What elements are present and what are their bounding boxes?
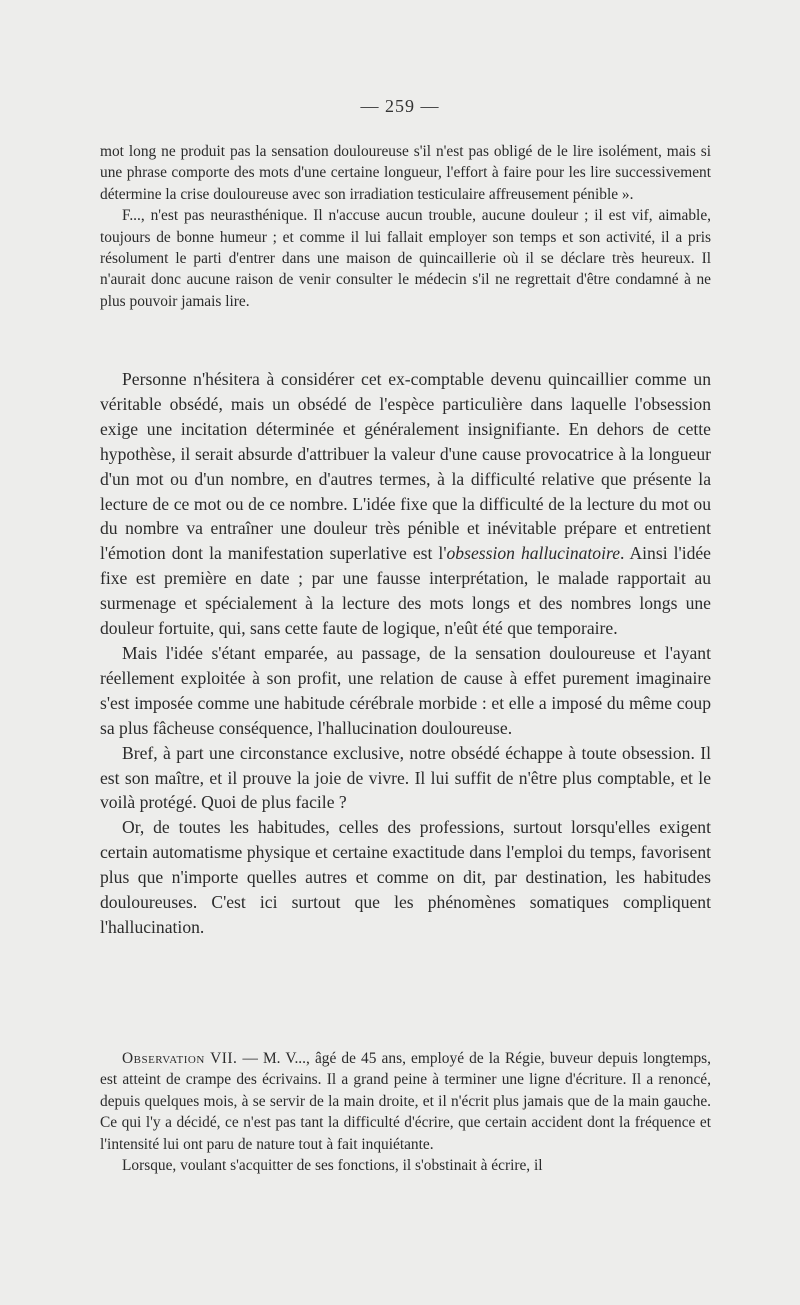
paragraph-text: . Ainsi l'idée fixe est première en date ; par une fausse interprétation, le malade rapportait au surmenage et spécialement à la lecture des mots longs et des nombres longs une douleur fortuite, qui, sans cette faute de logique, n'eût été que temporaire. xyxy=(100,543,711,639)
italic-term: obsession hallucinatoire xyxy=(446,543,620,564)
paragraph: Bref, à part une circonstance exclusive, notre obsédé échappe à toute obsession. Il est son maître, et il prouve la joie de vivre. Il lui suffit de n'être plus comptable, et le voilà protégé. Quoi de plus facile ? xyxy=(100,742,711,813)
commentary-section xyxy=(100,367,711,940)
paragraph: Or, de toutes les habitudes, celles des professions, surtout lorsqu'elles exigent certain automatisme physique et certaine exactitude dans l'emploi du temps, favorisent plus que n'importe quelles autres et comme on dit, par destination, les habitudes douloureuses. C'est ici surtout que les phénomènes somatiques compliquent l'hallucination. xyxy=(100,817,711,937)
observation-section xyxy=(100,1048,711,1176)
paragraph: Lorsque, voulant s'acquitter de ses fonctions, il s'obstinait à écrire, il xyxy=(122,1157,543,1175)
page-number: — 259 — xyxy=(360,96,440,116)
paragraph-text: Personne n'hésitera à considérer cet ex-comptable devenu quincaillier comme un véritable obsédé, mais un obsédé de l'espèce particulière dans laquelle l'obsession exige une incitation déterminée et généralement insignifiante. En dehors de cette hypothèse, il serait absurde d'attribuer la valeur d'une cause provocatrice à la longueur d'un mot ou d'un nombre, en d'autres termes, à la difficulté relative que présente la lecture de ce mot ou de ce nombre. L'idée fixe que la difficulté de la lecture du mot ou du nombre va entraîner une douleur très pénible et inévitable prépare et entretient l'émotion dont la manifestation superlative est l' xyxy=(100,369,711,564)
paragraph: mot long ne produit pas la sensation douloureuse s'il n'est pas obligé de le lire isolément, mais si une phrase comporte des mots d'une certaine longueur, l'effort à faire pour les lire successivement détermine la crise douloureuse avec son irradiation testiculaire affreusement pénible ». xyxy=(100,143,711,203)
paragraph: F..., n'est pas neurasthénique. Il n'accuse aucun trouble, aucune douleur ; il est vif, aimable, toujours de bonne humeur ; et comme il lui fallait employer son temps et son activité, il a pris résolument le parti d'entrer dans une maison de quincaillerie où il se déclare très heureux. Il n'aurait donc aucune raison de venir consulter le médecin s'il ne regrettait d'être condamné à ne plus pouvoir jamais lire. xyxy=(100,207,711,310)
observation-label: Observation VII. xyxy=(122,1050,238,1067)
paragraph-text: — M. V..., âgé de 45 ans, employé de la Régie, buveur depuis longtemps, est atteint de crampe des écrivains. Il a grand peine à terminer une ligne d'écriture. Il a renoncé, depuis quelques mois, à se servir de la main droite, et il n'écrit plus jamais que de la main gauche. Ce qui l'y a décidé, ce n'est pas tant la difficulté d'écrire, que certain accident dont la fréquence et l'intensité lui ont paru de nature tout à fait inquiétante. xyxy=(100,1050,711,1153)
paragraph xyxy=(100,1048,711,1155)
paragraph xyxy=(100,367,711,641)
paragraph: Mais l'idée s'étant emparée, au passage, de la sensation douloureuse et l'ayant réellement exploitée à son profit, une relation de cause à effet purement imaginaire s'est imposée comme une habitude cérébrale morbide : et elle a imposé du même coup sa plus fâcheuse conséquence, l'hallucination douloureuse. xyxy=(100,642,711,738)
case-description-continued xyxy=(100,141,711,312)
